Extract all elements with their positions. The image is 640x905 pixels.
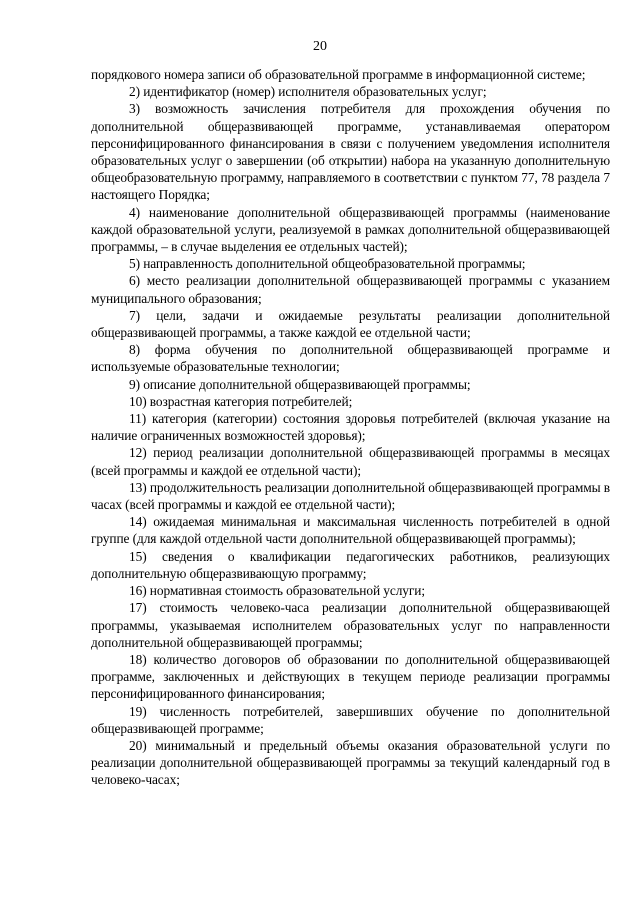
document-body (91, 66, 610, 789)
list-item-3: 3) возможность зачисления потребителя для прохождения обучения по дополнительной общеразвивающей программе, устанавливаемая оператором персонифицированного финансирования в связи с получением уведомления исполнителя образовательных услуг о завершении (об открытии) набора на указанную дополнительную общеобразовательную программу, направляемого в соответствии с пунктом 77, 78 раздела 7 настоящего Порядка; (91, 101, 610, 203)
list-item-9: 9) описание дополнительной общеразвивающей программы; (129, 376, 471, 392)
list-item-13: 13) продолжительность реализации дополнительной общеразвивающей программы в часах (всей программы и каждой ее отдельной части); (91, 479, 610, 513)
list-item-14: 14) ожидаемая минимальная и максимальная численность потребителей в одной группе (для каждой отдельной части дополнительной общеразвивающей программы); (91, 514, 610, 547)
list-item-6: 6) место реализации дополнительной общеразвивающей программы с указанием муниципального образования; (91, 273, 610, 306)
list-item-7: 7) цели, задачи и ожидаемые результаты реализации дополнительной общеразвивающей программы, а также каждой ее отдельной части; (91, 307, 610, 341)
list-item-19: 19) численность потребителей, завершивших обучение по дополнительной общеразвивающей программе; (91, 703, 610, 736)
list-item-17: 17) стоимость человеко-часа реализации дополнительной общеразвивающей программы, указываемая исполнителем образовательных услуг по направленности дополнительной общеразвивающей программы; (91, 600, 610, 650)
list-item-10: 10) возрастная категория потребителей; (129, 393, 353, 409)
list-item-11: 11) категория (категории) состояния здоровья потребителей (включая указание на наличие ограниченных возможностей здоровья); (91, 411, 610, 444)
page-number: 20 (313, 39, 327, 54)
list-item-2: 2) идентификатор (номер) исполнителя образовательных услуг; (129, 84, 487, 100)
list-item-12: 12) период реализации дополнительной общеразвивающей программы в месяцах (всей программы и каждой ее отдельной части); (91, 445, 610, 478)
list-item-8: 8) форма обучения по дополнительной общеразвивающей программе и используемые образовательные технологии; (91, 342, 610, 375)
list-item-15: 15) сведения о квалификации педагогических работников, реализующих дополнительную общеразвивающую программу; (91, 548, 610, 581)
list-item-4: 4) наименование дополнительной общеразвивающей программы (наименование каждой образовательной услуги, реализуемой в рамках дополнительной общеразвивающей программы, – в случае выделения ее отдельных частей); (91, 204, 610, 255)
list-item-5: 5) направленность дополнительной общеобразовательной программы; (129, 256, 526, 272)
list-item-20: 20) минимальный и предельный объемы оказания образовательной услуги по реализации дополнительной общеразвивающей программы за текущий календарный год в человеко-часах; (91, 737, 610, 788)
list-item-18: 18) количество договоров об образовании по дополнительной общеразвивающей программе, заключенных и действующих в текущем периоде реализации программы персонифицированного финансирования; (91, 651, 610, 702)
paragraph-continuation: порядкового номера записи об образовательной программе в информационной системе; (91, 67, 586, 82)
list-item-16: 16) нормативная стоимость образовательной услуги; (129, 583, 425, 599)
